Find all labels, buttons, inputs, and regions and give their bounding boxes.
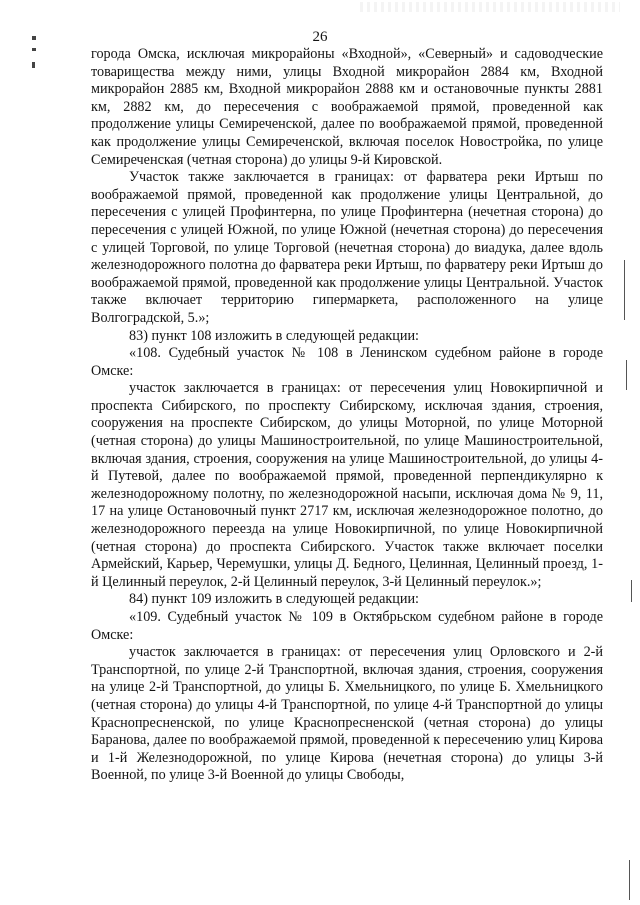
paragraph: участок заключается в границах: от пересечения улиц Новокирпичной и проспекта Сибирского, по проспекту Сибирскому, исключая здания, строения, сооружения на проспекте Сибирском, до улицы Моторной, по улице Моторной (четная сторона) до улицы Машиностроительной, по улице Машиностроительной, включая здания, строения, сооружения на улице Машиностроительной, до улицы 4-й Путевой, далее по воображаемой прямой, проведенной перпендикулярно к железнодорожному полотну, по железнодорожной насыпи, исключая дома № 9, 11, 17 на улице Остановочный пункт 2717 км, исключая железнодорожное полотно, до железнодорожного переезда на улице Новокирпичной, по улице Новокирпичной (четная сторона) до проспекта Сибирского. Участок также включает поселки Армейский, Карьер, Черемушки, улицы Д. Бедного, Целинная, Целинный проезд, 1-й Целинный переулок, 2-й Целинный переулок, 3-й Целинный переулок.»;	[91, 380, 603, 590]
paragraph: Участок также заключается в границах: от фарватера реки Иртыш по воображаемой прямой, проведенной как продолжение улицы Центральной, до пересечения с улицей Профинтерна, по улице Профинтерна (нечетная сторона) до пересечения с улицей Южной, по улице Южной (нечетная сторона) до пересечения с улицей Торговой, по улице Торговой (нечетная сторона) до виадука, далее вдоль железнодорожного полотна до фарватера реки Иртыш, по фарватеру реки Иртыш до воображаемой прямой, проведенной как продолжение улицы Центральной. Участок также включает территорию гипермаркета, расположенного на улице Волгоградской, 5.»;	[91, 169, 603, 326]
document-body	[91, 46, 603, 785]
paragraph: 83) пункт 108 изложить в следующей редакции:	[129, 327, 419, 344]
binding-mark	[32, 48, 36, 51]
paragraph: 84) пункт 109 изложить в следующей редакции:	[129, 591, 419, 608]
scan-edge-line	[624, 260, 625, 320]
scan-artifact	[360, 2, 620, 12]
binding-mark	[32, 62, 35, 68]
paragraph: «108. Судебный участок № 108 в Ленинском судебном районе в городе Омске:	[91, 345, 603, 379]
scan-edge-line	[631, 580, 632, 602]
scan-edge-line	[626, 360, 627, 390]
paragraph: города Омска, исключая микрорайоны «Входной», «Северный» и садоводческие товарищества между ними, улицы Входной микрорайон 2884 км, Входной микрорайон 2885 км, Входной микрорайон 2888 км и остановочные пункты 2881 км, 2882 км, до пересечения с воображаемой прямой, проведенной как продолжение улицы Семиреченской, далее по воображаемой прямой, проведенной как продолжение улицы Семиреченской, включая поселок Новостройка, по улице Семиреченская (четная сторона) до улицы 9-й Кировской.	[91, 46, 603, 168]
paragraph: участок заключается в границах: от пересечения улиц Орловского и 2-й Транспортной, по улице 2-й Транспортной, включая здания, строения, сооружения на улице 2-й Транспортной, до улицы Б. Хмельницкого, по улице Б. Хмельницкого (четная сторона) до улицы 4-й Транспортной, по улице 4-й Транспортной до улицы Краснопресненской, по улице Краснопресненской (четная сторона) до улицы Баранова, далее по воображаемой прямой, проведенной к пересечению улиц Кирова и 1-й Железнодорожной, по улице Кирова (нечетная сторона) до улицы 3-й Военной, по улице 3-й Военной до улицы Свободы,	[91, 644, 603, 784]
scan-edge-line	[629, 860, 630, 900]
page-number: 26	[312, 29, 328, 45]
paragraph: «109. Судебный участок № 109 в Октябрьском судебном районе в городе Омске:	[91, 609, 603, 643]
